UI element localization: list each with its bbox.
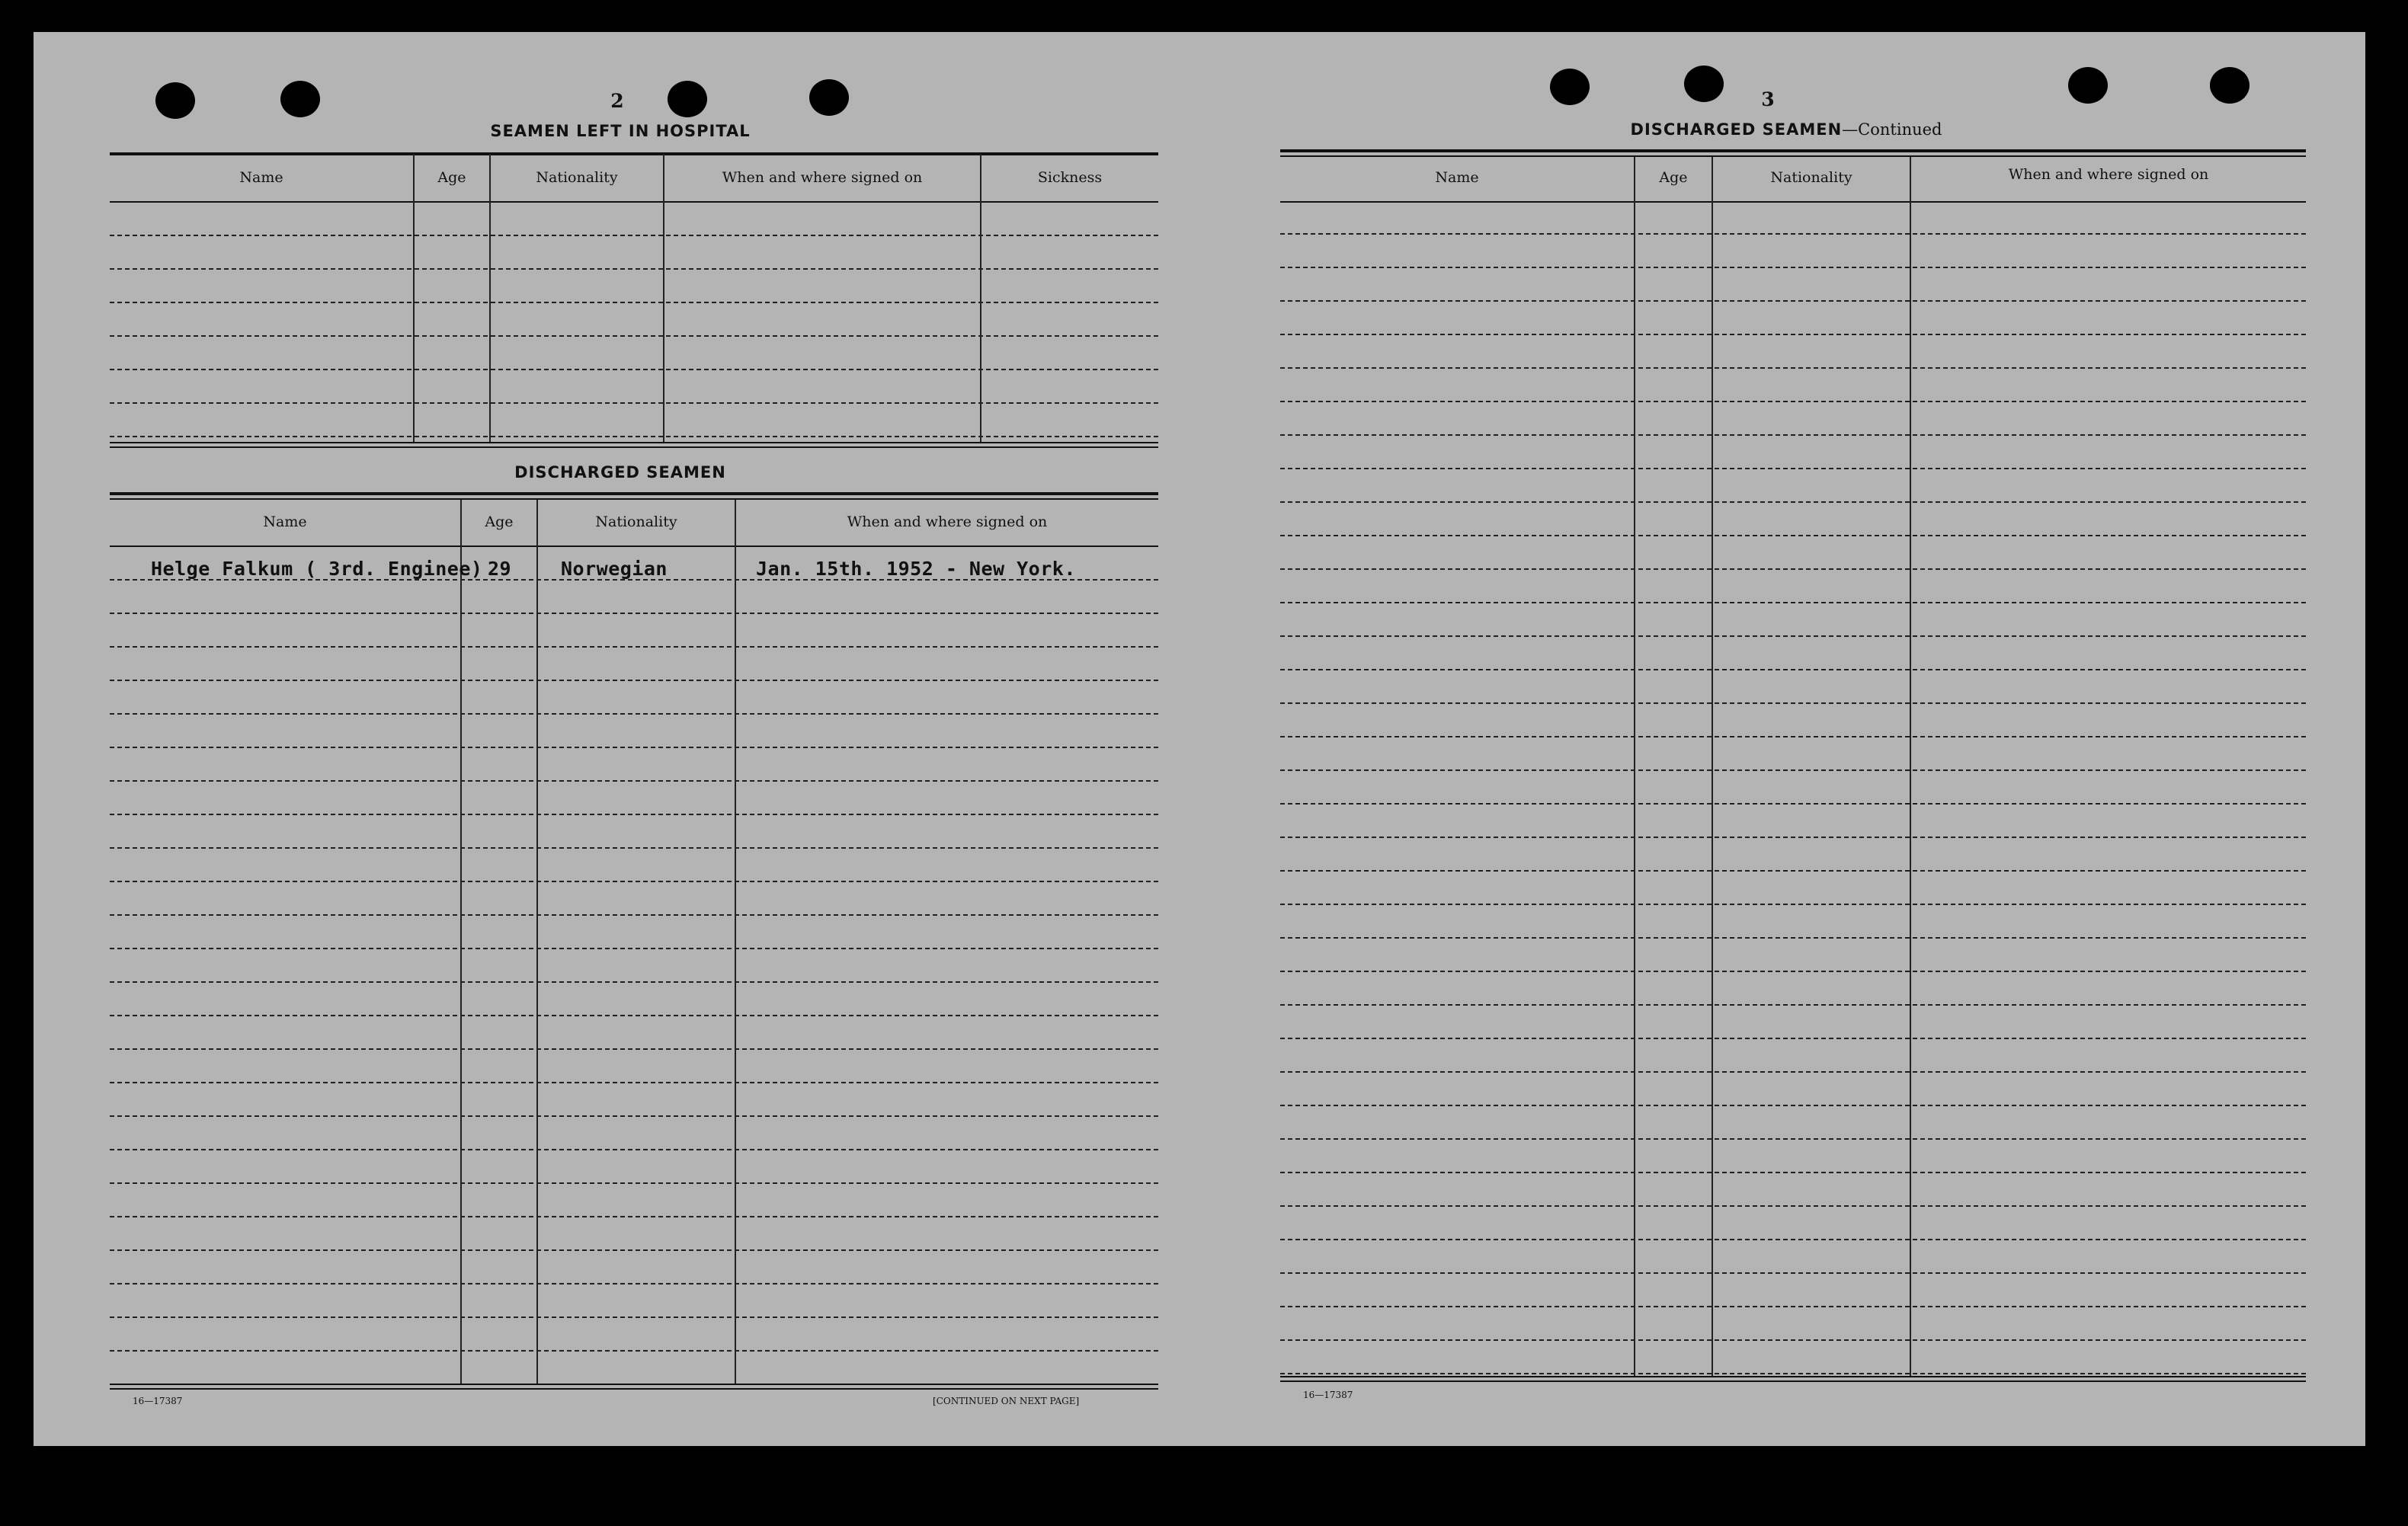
top-rule <box>1280 155 2306 157</box>
header-rule <box>1280 201 2306 203</box>
ruled-line <box>1280 937 2306 939</box>
ruled-line <box>110 713 1158 715</box>
ruled-line <box>110 680 1158 681</box>
seaman-signed-on: Jan. 15th. 1952 - New York. <box>756 558 1076 580</box>
hospital-col-name: Name <box>239 169 283 186</box>
ruled-line <box>1280 602 2306 603</box>
ruled-line <box>110 1216 1158 1217</box>
punch-hole <box>2210 67 2249 104</box>
ruled-line <box>1280 1004 2306 1006</box>
ruled-line <box>1280 501 2306 503</box>
ruled-line <box>110 1048 1158 1050</box>
ruled-line <box>110 1149 1158 1150</box>
punch-hole <box>668 81 707 117</box>
ruled-line <box>1280 568 2306 570</box>
ruled-line <box>110 780 1158 782</box>
punch-hole <box>1684 66 1724 102</box>
column-divider <box>489 154 491 443</box>
ruled-line <box>110 1015 1158 1016</box>
ruled-line <box>110 1249 1158 1251</box>
hospital-col-sickness: Sickness <box>1037 169 1103 186</box>
ruled-line <box>1280 669 2306 670</box>
ruled-line <box>1280 1306 2306 1307</box>
column-divider <box>1634 157 1635 1377</box>
ruled-line <box>110 302 1158 303</box>
hospital-top-rule <box>110 152 1158 155</box>
hospital-section-title: SEAMEN LEFT IN HOSPITAL <box>490 122 751 140</box>
ruled-line <box>1280 401 2306 402</box>
ruled-line <box>1280 535 2306 536</box>
punch-hole <box>809 79 849 116</box>
discharged-section-title: DISCHARGED SEAMEN <box>514 463 726 481</box>
discharged-top-rule <box>110 498 1158 500</box>
ruled-line <box>1280 367 2306 369</box>
punch-hole <box>280 81 320 117</box>
column-divider <box>536 500 538 1384</box>
ruled-line <box>110 881 1158 882</box>
ruled-line <box>110 613 1158 614</box>
ruled-line <box>110 847 1158 849</box>
column-divider <box>413 154 415 443</box>
ruled-line <box>1280 736 2306 737</box>
form-number: 16—17387 <box>133 1396 183 1406</box>
ruled-line <box>1280 1105 2306 1106</box>
bottom-rule <box>1280 1380 2306 1382</box>
continued-note: [CONTINUED ON NEXT PAGE] <box>933 1396 1080 1406</box>
ruled-line <box>110 646 1158 648</box>
ruled-line <box>1280 1038 2306 1039</box>
ruled-line <box>1280 1373 2306 1374</box>
seaman-nationality: Norwegian <box>561 558 668 580</box>
ruled-line <box>110 948 1158 949</box>
col-signed-on: When and where signed on <box>2008 166 2209 183</box>
col-nationality: Nationality <box>1770 169 1852 186</box>
column-divider <box>460 500 462 1384</box>
ruled-line <box>1280 1205 2306 1207</box>
punch-hole <box>155 82 195 119</box>
ruled-line <box>110 981 1158 983</box>
ruled-line <box>1280 837 2306 838</box>
column-divider <box>663 154 664 443</box>
bottom-rule <box>1280 1376 2306 1377</box>
ruled-line <box>1280 870 2306 872</box>
right-page <box>1199 32 2365 1446</box>
ruled-line <box>1280 635 2306 637</box>
discharged-continued-title-text: DISCHARGED SEAMEN <box>1630 120 1843 139</box>
ruled-line <box>1280 971 2306 972</box>
punch-hole <box>1550 69 1590 105</box>
column-divider <box>1712 157 1713 1377</box>
ruled-line <box>1280 434 2306 436</box>
discharged-col-age: Age <box>485 513 514 530</box>
column-divider <box>735 500 736 1384</box>
hospital-bottom-rule <box>110 442 1158 443</box>
ruled-line <box>1280 1071 2306 1073</box>
page-number: 3 <box>1761 88 1775 110</box>
col-name: Name <box>1435 169 1479 186</box>
hospital-header-rule <box>110 201 1158 203</box>
hospital-col-nationality: Nationality <box>536 169 618 186</box>
hospital-bottom-rule <box>110 446 1158 448</box>
ruled-line <box>110 235 1158 236</box>
ruled-line <box>110 1316 1158 1318</box>
discharged-col-name: Name <box>263 513 307 530</box>
ruled-line <box>110 402 1158 404</box>
ruled-line <box>110 335 1158 337</box>
ruled-line <box>1280 904 2306 905</box>
discharged-col-nationality: Nationality <box>595 513 677 530</box>
ruled-line <box>110 1082 1158 1083</box>
continued-label: —Continued <box>1842 120 1942 139</box>
ruled-line <box>110 369 1158 370</box>
ruled-line <box>1280 1239 2306 1240</box>
document-sheet <box>34 32 2365 1446</box>
ruled-line <box>1280 233 2306 235</box>
ruled-line <box>110 914 1158 916</box>
seaman-age: 29 <box>488 558 512 580</box>
seaman-name: Helge Falkum ( 3rd. Enginee) <box>151 558 483 580</box>
ruled-line <box>1280 1272 2306 1274</box>
column-divider <box>1910 157 1911 1377</box>
ruled-line <box>1280 300 2306 302</box>
discharged-continued-title <box>1565 120 2007 139</box>
discharged-bottom-rule <box>110 1384 1158 1385</box>
discharged-bottom-rule <box>110 1388 1158 1390</box>
ruled-line <box>1280 334 2306 335</box>
hospital-col-signed-on: When and where signed on <box>722 169 923 186</box>
ruled-line <box>110 436 1158 437</box>
ruled-line <box>110 1115 1158 1117</box>
ruled-line <box>110 268 1158 270</box>
ruled-line <box>1280 702 2306 704</box>
ruled-line <box>1280 468 2306 469</box>
top-rule <box>1280 149 2306 152</box>
ruled-line <box>1280 803 2306 805</box>
ruled-line <box>110 1350 1158 1352</box>
col-age: Age <box>1659 169 1688 186</box>
discharged-top-rule <box>110 492 1158 495</box>
ruled-line <box>1280 769 2306 771</box>
punch-hole <box>2068 67 2108 104</box>
ruled-line <box>1280 1138 2306 1140</box>
ruled-line <box>1280 1172 2306 1173</box>
page-number: 2 <box>610 90 624 112</box>
column-divider <box>980 154 981 443</box>
ruled-line <box>110 814 1158 815</box>
hospital-col-age: Age <box>437 169 466 186</box>
discharged-col-signed-on: When and where signed on <box>847 513 1048 530</box>
discharged-header-rule <box>110 545 1158 547</box>
form-number: 16—17387 <box>1303 1390 1353 1400</box>
ruled-line <box>110 1283 1158 1284</box>
ruled-line <box>110 1182 1158 1184</box>
left-page <box>34 32 1199 1446</box>
ruled-line <box>1280 1339 2306 1341</box>
ruled-line <box>1280 267 2306 268</box>
ruled-line <box>110 747 1158 748</box>
